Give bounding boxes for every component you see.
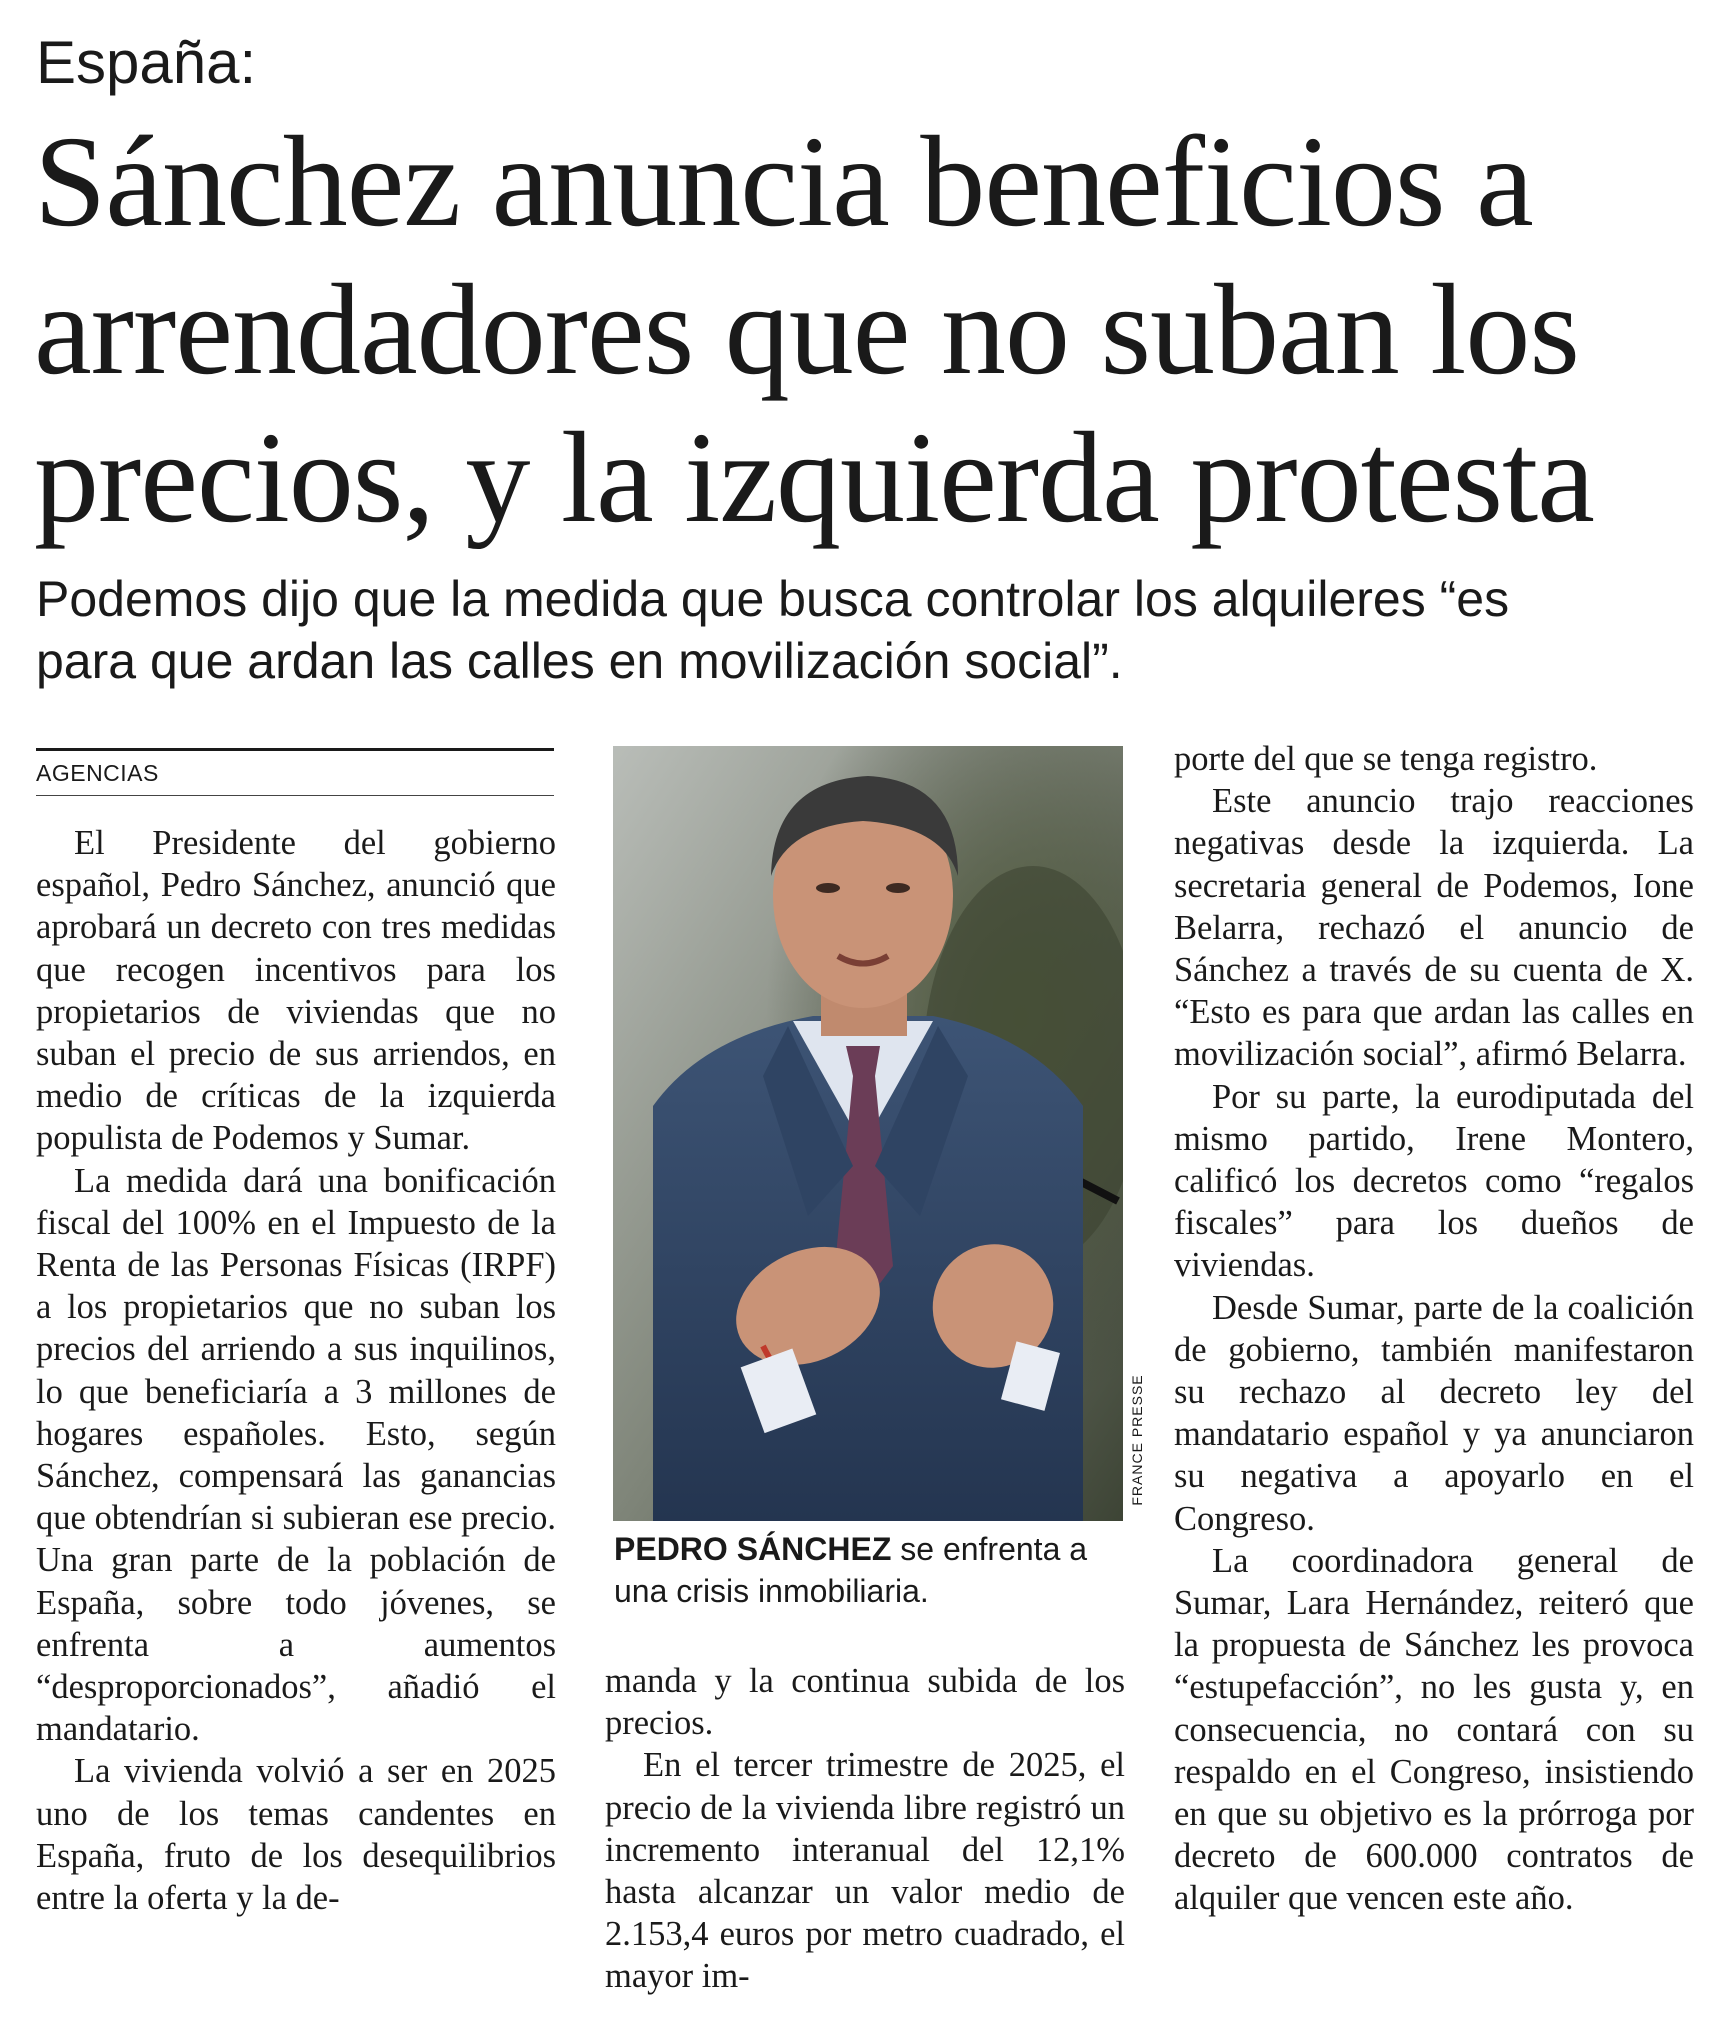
byline-rule-bottom — [36, 795, 554, 796]
photo-pedro-sanchez — [613, 746, 1123, 1521]
headline-line: precios, y la izquierda protesta — [34, 406, 1594, 550]
photo-caption — [614, 1528, 1134, 1612]
photo-illustration — [613, 746, 1123, 1521]
paragraph: La medida dará una bonificación fiscal del 100% en el Impuesto de la Renta de las Personas Físicas (IRPF) a los propietarios que no suban los precios del arriendo a sus inquilinos, lo que beneficiaría a 3 millones de hogares españoles. Esto, según Sánchez, compensará las ganancias que obtendrían si subieran ese precio. Una gran parte de la población de España, sobre todo jóvenes, se enfrenta a aumentos “desproporcionados”, añadió el mandatario. — [36, 1161, 556, 1749]
paragraph: Desde Sumar, parte de la coalición de gobierno, también manifestaron su rechazo al decreto ley del mandatario español y ya anunciaron su negativa a apoyarlo en el Congreso. — [1174, 1288, 1694, 1538]
paragraph: manda y la continua subida de los precios. — [605, 1662, 1125, 1743]
caption-name: PEDRO SÁNCHEZ — [614, 1531, 892, 1567]
article-column-2 — [605, 1660, 1125, 1998]
byline-rule-top — [36, 748, 554, 751]
headline-line: arrendadores que no suban los — [34, 258, 1579, 402]
headline — [34, 108, 1714, 552]
photo-credit — [1124, 1366, 1148, 1521]
article-column-3 — [1174, 738, 1694, 1920]
subheadline-line: Podemos dijo que la medida que busca controlar los alquileres “es — [36, 571, 1510, 627]
article-column-1 — [36, 822, 556, 1919]
section-kicker: España: — [36, 29, 257, 96]
paragraph: La coordinadora general de Sumar, Lara Hernández, reiteró que la propuesta de Sánchez les provoca “estupefacción”, no les gusta y, en consecuencia, no contará con su respaldo en el Congreso, insistiendo en que su objetivo es la prórroga por decreto de 600.000 contratos de alquiler que vencen este año. — [1174, 1541, 1694, 1918]
caption-text: se enfrenta a una crisis inmobiliaria. — [614, 1531, 1088, 1609]
paragraph: porte del que se tenga registro. — [1174, 740, 1598, 778]
photo-credit-text: FRANCE PRESSE — [1129, 1374, 1145, 1506]
paragraph: En el tercer trimestre de 2025, el precio de la vivienda libre registró un incremento interanual del 12,1% hasta alcanzar un valor medio de 2.153,4 euros por metro cuadrado, el mayor im- — [605, 1746, 1125, 1996]
subheadline-line: para que ardan las calles en movilización social”. — [36, 633, 1123, 689]
paragraph: El Presidente del gobierno español, Pedro Sánchez, anunció que aprobará un decreto con tres medidas que recogen incentivos para los propietarios de viviendas que no suban el precio de sus arriendos, en medio de críticas de la izquierda populista de Podemos y Sumar. — [36, 824, 556, 1158]
byline: AGENCIAS — [36, 760, 159, 786]
headline-line: Sánchez anuncia beneficios a — [34, 110, 1533, 254]
paragraph: Este anuncio trajo reacciones negativas desde la izquierda. La secretaria general de Podemos, Ione Belarra, rechazó el anuncio de Sánchez a través de su cuenta de X. “Esto es para que ardan las calles en movilización social”, afirmó Belarra. — [1174, 782, 1694, 1074]
paragraph: Por su parte, la eurodiputada del mismo partido, Irene Montero, calificó los decretos como “regalos fiscales” para los dueños de viviendas. — [1174, 1077, 1694, 1285]
subheadline — [36, 568, 1716, 692]
paragraph: La vivienda volvió a ser en 2025 uno de los temas candentes en España, fruto de los desequilibrios entre la oferta y la de- — [36, 1752, 556, 1918]
